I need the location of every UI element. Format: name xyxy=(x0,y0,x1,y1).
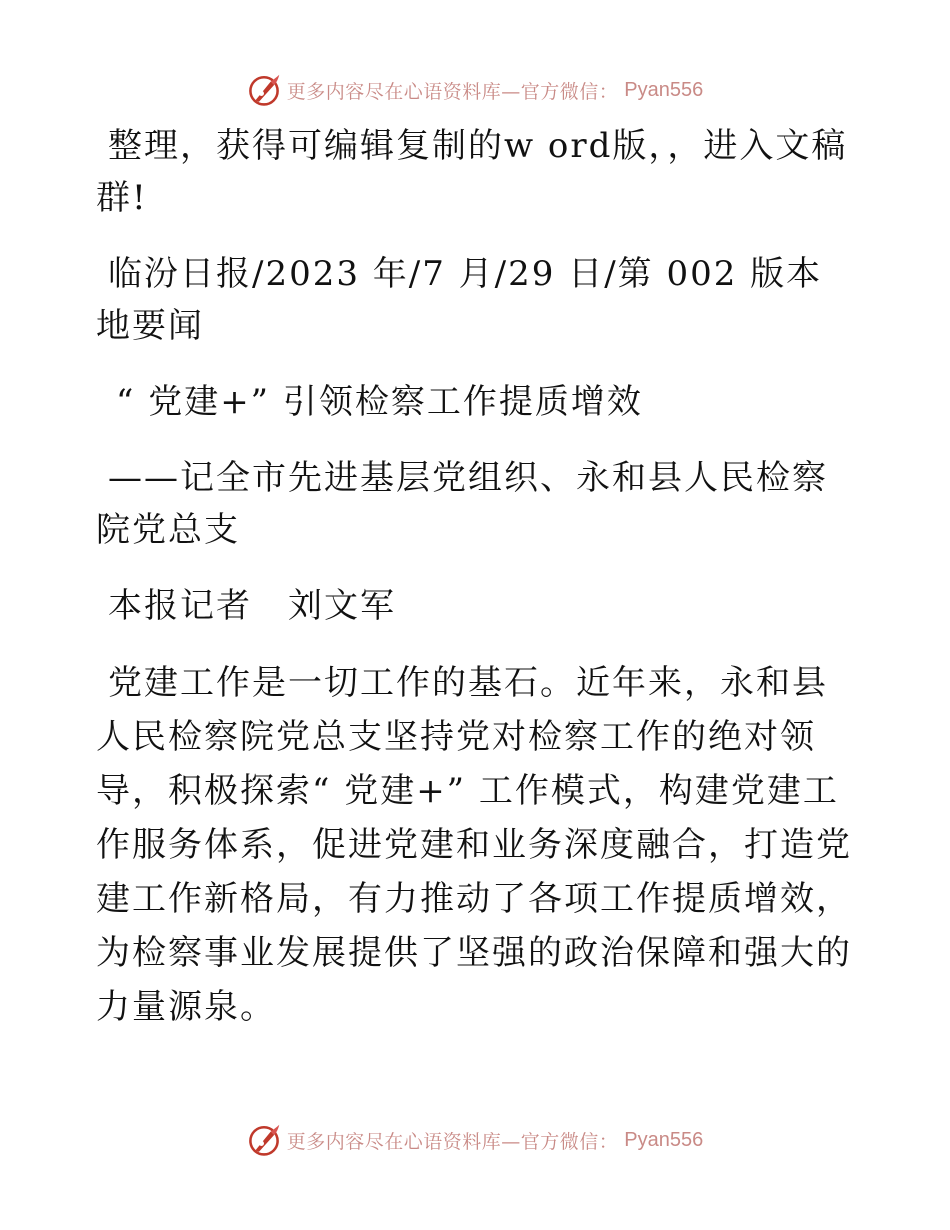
quill-logo-icon xyxy=(247,73,281,107)
watermark-wechat-id: Pyan556 xyxy=(624,78,704,101)
watermark-wechat-id: Pyan556 xyxy=(624,1128,704,1151)
header-watermark xyxy=(0,68,950,112)
article-subtitle: ——记全市先进基层党组织、永和县人民检察院党总支 xyxy=(96,458,828,550)
article-title: “ 党建+” 引领检察工作提质增效 xyxy=(116,382,643,422)
watermark-text: 更多内容尽在心语资料库—官方微信： xyxy=(286,1130,619,1153)
quill-logo-icon xyxy=(247,1123,281,1157)
footer-watermark xyxy=(0,1118,950,1162)
intro-paragraph: 整理，获得可编辑复制的w ord版，，进入文稿群! xyxy=(96,126,848,218)
body-paragraph: 党建工作是一切工作的基石。近年来，永和县人民检察院党总支坚持党对检察工作的绝对领导，积极探索“ 党建+” 工作模式，构建党建工作服务体系，促进党建和业务深度融合，打造党建工作新格局，有力推动了各项工作提质增效，为检察事业发展提供了坚强的政治保障和强大的力量源泉。 xyxy=(96,663,852,1027)
source-line: 临汾日报/2023 年/7 月/29 日/第 002 版本地要闻 xyxy=(96,254,823,346)
document-body xyxy=(96,120,852,1058)
watermark-text: 更多内容尽在心语资料库—官方微信： xyxy=(286,80,619,103)
byline: 本报记者 刘文军 xyxy=(108,586,396,626)
